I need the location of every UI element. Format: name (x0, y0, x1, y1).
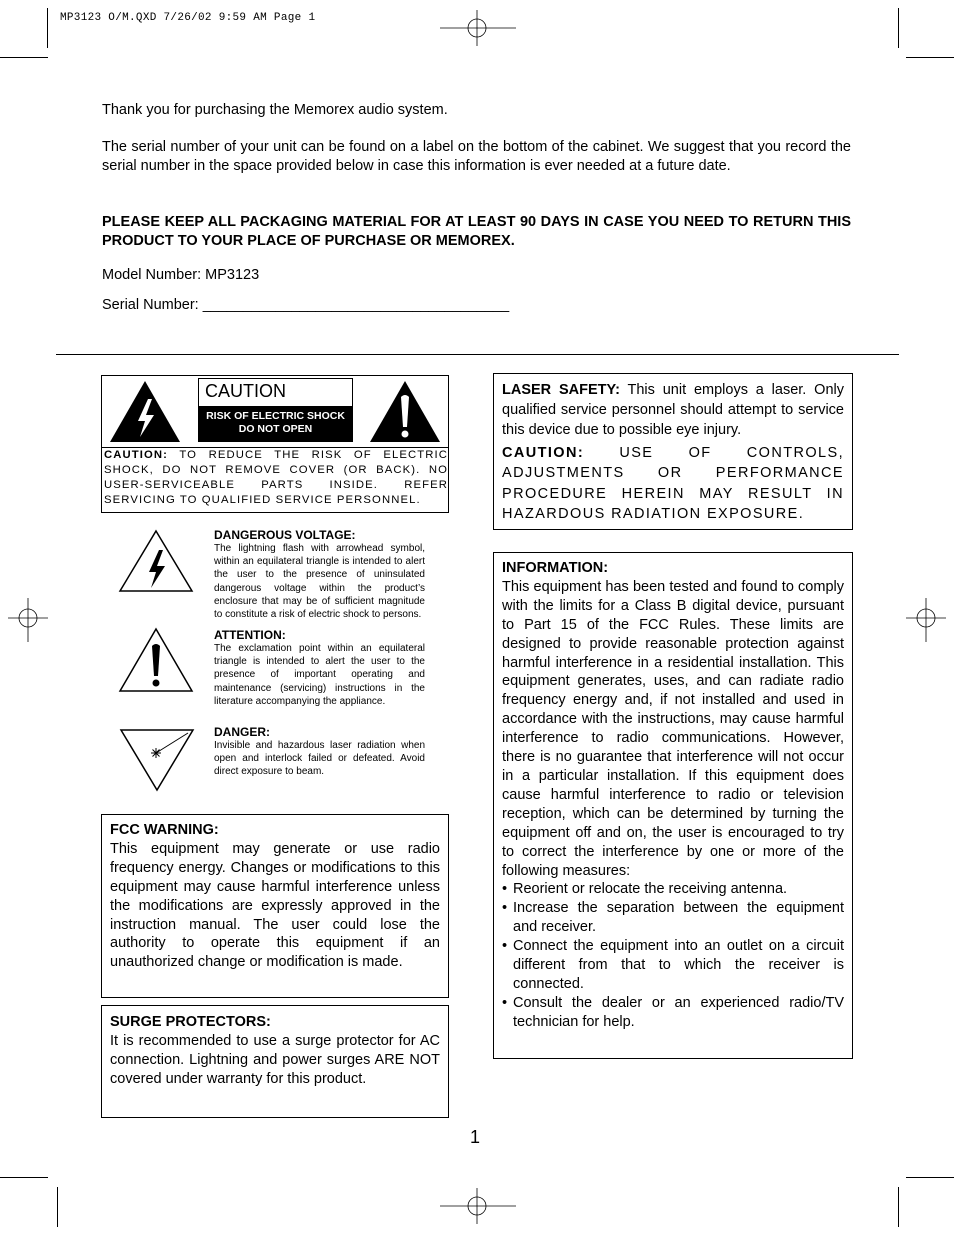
surge-protectors-text: It is recommended to use a surge protector for AC connection. Lightning and power surges ARE NOT covered under warranty for this product. (110, 1032, 440, 1087)
packaging-warning: PLEASE KEEP ALL PACKAGING MATERIAL FOR AT LEAST 90 DAYS IN CASE YOU NEED TO RETURN THIS PRODUCT TO YOUR PLACE OF PURCHASE OR MEMOREX. (102, 214, 851, 249)
caution-sub-panel (199, 406, 352, 441)
caution-text-block (104, 448, 448, 508)
registration-mark-icon (8, 598, 48, 642)
page-number: 1 (470, 1127, 481, 1147)
laser-caution-paragraph (502, 443, 844, 524)
dangerous-voltage-section (214, 529, 425, 621)
thanks-text: Thank you for purchasing the Memorex audio system. (102, 102, 448, 118)
model-label: Model Number: (102, 267, 202, 283)
crop-mark (898, 1187, 899, 1227)
crop-mark (906, 57, 954, 58)
caution-label-box (198, 378, 353, 442)
laser-safety-box (493, 373, 853, 530)
laser-safety-text: This unit employs a laser. Only qualified service personnel should attempt to service this device due to possible eye injury. (502, 382, 844, 438)
serial-label: Serial Number: (102, 297, 199, 313)
list-item: • Increase the separation between the equipment and receiver. (502, 899, 844, 937)
laser-caution-text: USE OF CONTROLS, ADJUSTMENTS OR PERFORMANCE PROCEDURE HEREIN MAY RESULT IN HAZARDOUS RADIATION EXPOSURE. (502, 445, 845, 522)
attention-text: The exclamation point within an equilateral triangle is intended to alert the user to the presence of important operating and maintenance (servicing) instructions in the literature accompanying the appliance. (214, 643, 425, 707)
file-header: MP3123 O/M.QXD 7/26/02 9:59 AM Page 1 (60, 12, 316, 24)
crop-mark (0, 57, 48, 58)
information-box (493, 552, 853, 1059)
danger-text: Invisible and hazardous laser radiation when open and interlock failed or defeated. Avoid direct exposure to beam. (214, 740, 425, 778)
model-number-line (102, 266, 502, 285)
fcc-warning-box (101, 814, 449, 998)
list-item: • Connect the equipment into an outlet on a circuit different from that to which the receiver is connected. (502, 937, 844, 994)
crop-mark (906, 1177, 954, 1178)
lightning-triangle-icon (108, 379, 182, 444)
laser-safety-title: LASER SAFETY: (502, 382, 620, 398)
list-item: • Consult the dealer or an experienced radio/TV technician for help. (502, 994, 844, 1032)
crop-mark (898, 8, 899, 48)
registration-mark-icon (906, 598, 946, 642)
fcc-warning-text: This equipment may generate or use radio frequency energy. Changes or modifications to this equipment may cause harmful interference unless the modifications are expressly approved in the instruction manual. The user could lose the authority to operate this equipment if an unauthorized change or modification is made. (110, 840, 440, 971)
information-title: INFORMATION: (502, 560, 609, 576)
list-item: • Reorient or relocate the receiving antenna. (502, 880, 844, 899)
registration-mark-icon (440, 10, 516, 46)
caution-sub-line1: RISK OF ELECTRIC SHOCK (206, 410, 345, 422)
caution-title: CAUTION (205, 381, 286, 401)
information-text: This equipment has been tested and found to comply with the limits for a Class B digital device, pursuant to Part 15 of the FCC Rules. These limits are designed to provide reasonable protection against harmful interference in a residential installation. This equipment generates, uses, and can radiate radio frequency energy and, if not installed and used in accordance with the instructions, may cause harmful interference to radio communications. However, there is no guarantee that interference will not occur in a particular installation. If this equipment does cause harmful interference to radio or television reception, which can be determined by turning the equipment off and on, the user is encouraged to try to correct the interference by one or more of the following measures: (502, 578, 844, 879)
crop-mark (0, 1177, 48, 1178)
crop-mark (47, 8, 48, 48)
exclamation-triangle-icon (117, 626, 195, 694)
serial-note: The serial number of your unit can be found on a label on the bottom of the cabinet. We suggest that you record the serial number in the space provided below in case this information is ever needed at a future date. (102, 139, 851, 174)
information-measures-list (502, 880, 844, 1031)
laser-safety-paragraph (502, 380, 844, 440)
section-divider (56, 354, 899, 355)
registration-mark-icon (440, 1188, 516, 1224)
surge-protectors-box (101, 1005, 449, 1118)
crop-mark (57, 1187, 58, 1227)
attention-title: ATTENTION: (214, 628, 286, 642)
surge-protectors-title: SURGE PROTECTORS: (110, 1014, 271, 1030)
attention-section (214, 629, 425, 708)
lightning-triangle-icon (117, 528, 195, 594)
caution-sub-line2: DO NOT OPEN (238, 423, 313, 435)
caution-box (101, 375, 449, 513)
laser-triangle-icon (118, 727, 196, 793)
fcc-warning-title: FCC WARNING: (110, 822, 219, 838)
danger-section (214, 726, 425, 779)
laser-caution-label: CAUTION: (502, 445, 585, 461)
danger-title: DANGER: (214, 725, 270, 739)
model-value: MP3123 (205, 267, 260, 283)
serial-blank: ______________________________________ (202, 297, 510, 313)
dangerous-voltage-title: DANGEROUS VOLTAGE: (214, 528, 356, 542)
serial-number-line (102, 296, 562, 315)
exclamation-triangle-icon (368, 379, 442, 444)
caution-text: TO REDUCE THE RISK OF ELECTRIC SHOCK, DO NOT REMOVE COVER (OR BACK). NO USER-SERVICEABLE PARTS INSIDE. REFER SERVICING TO QUALIFIED SERVICE PERSONNEL. (104, 449, 448, 506)
dangerous-voltage-text: The lightning flash with arrowhead symbol, within an equilateral triangle is intended to alert the user to the presence of uninsulated dangerous voltage within the product’s enclosure that may be of sufficient magnitude to constitute a risk of electric shock to persons. (214, 543, 425, 621)
caution-text-label: CAUTION: (104, 449, 169, 461)
